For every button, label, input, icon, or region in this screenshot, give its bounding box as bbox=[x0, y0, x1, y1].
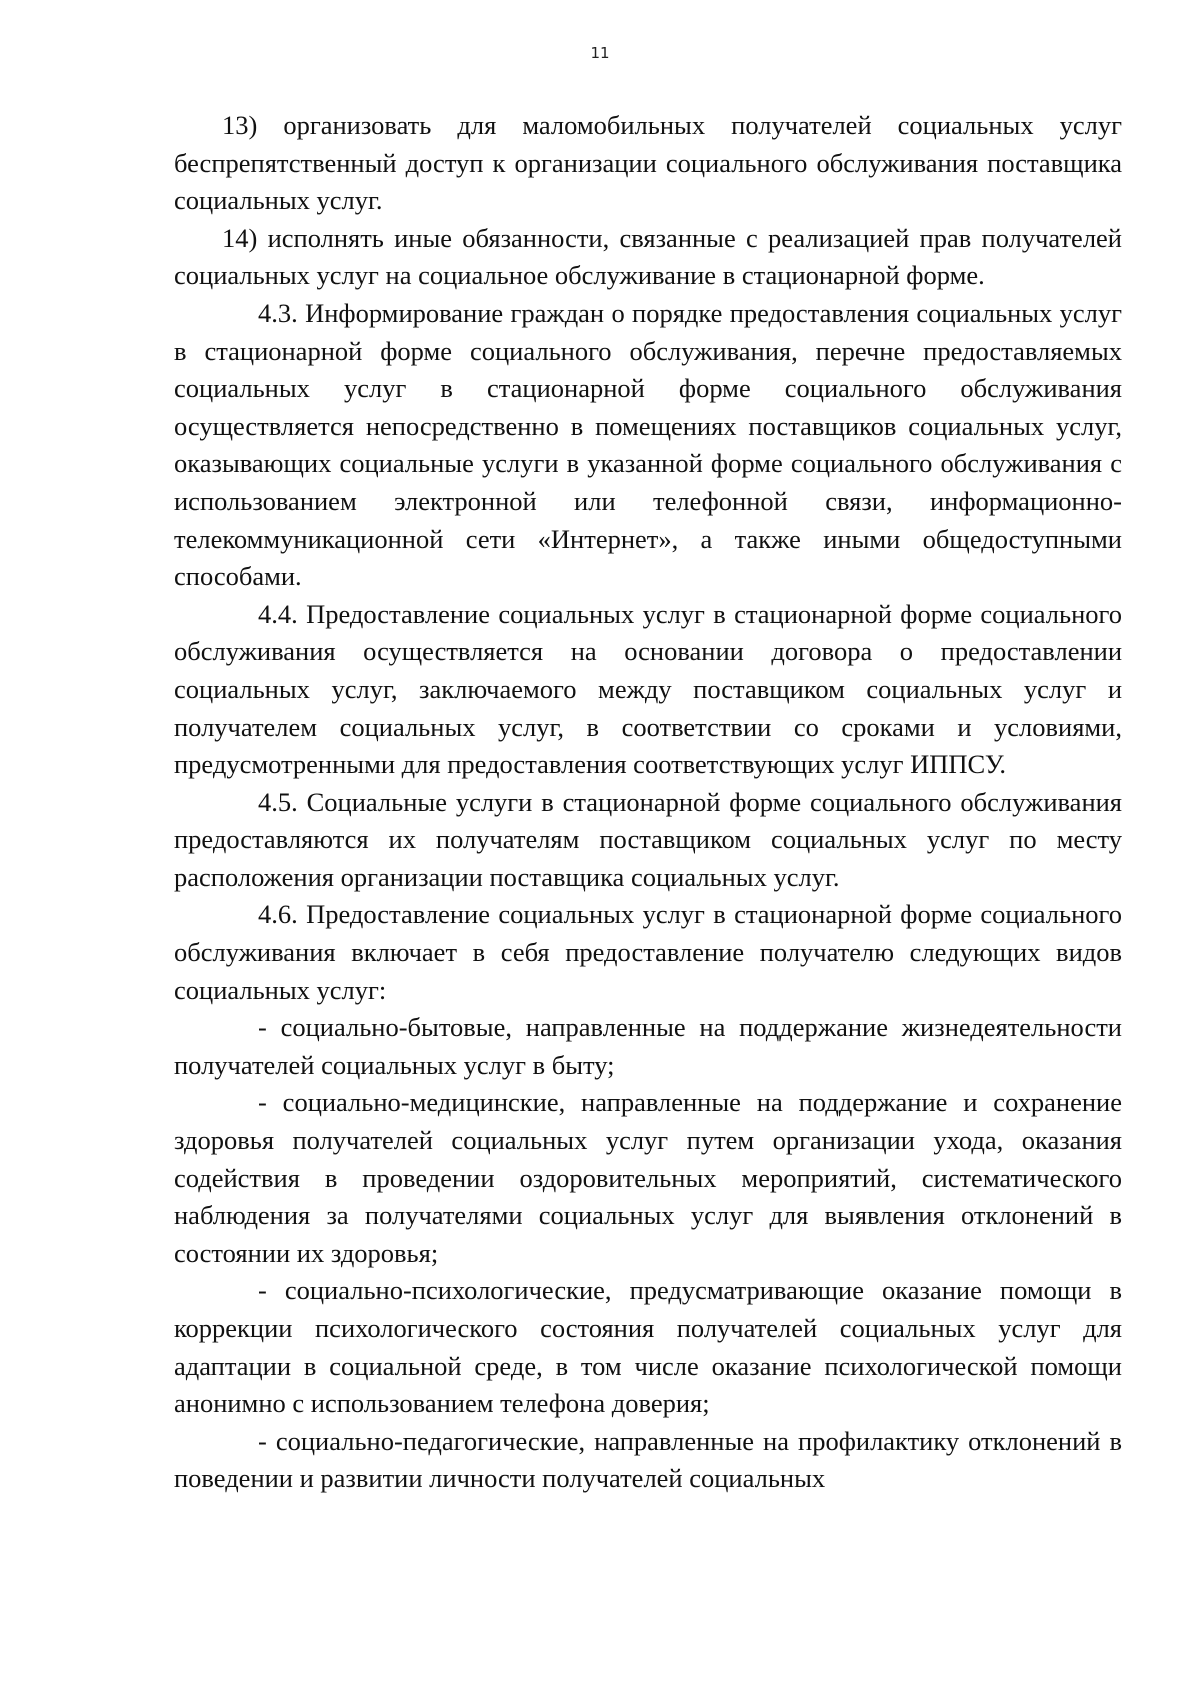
list-item-social-pedagogical: - социально-педагогические, направленные на профилактику отклонений в поведении и развитии личности получателей социальных bbox=[174, 1425, 1122, 1494]
paragraph-4-6: 4.6. Предоставление социальных услуг в стационарной форме социального обслуживания включает в себя предоставление получателю следующих видов социальных услуг: bbox=[174, 899, 1122, 1005]
document-body bbox=[174, 107, 1122, 1498]
paragraph-4-3: 4.3. Информирование граждан о порядке предоставления социальных услуг в стационарной форме социального обслуживания, перечне предоставляемых социальных услуг в стационарной форме социального обслуживания осуществляется непосредственно в помещениях поставщиков социальных услуг, оказывающих социальные услуги в указанной форме социального обслуживания с использованием электронной или телефонной связи, информационно-телекоммуникационной сети «Интернет», а также иными общедоступными способами. bbox=[174, 297, 1122, 592]
list-item-social-medical: - социально-медицинские, направленные на поддержание и сохранение здоровья получателей социальных услуг путем организации ухода, оказания содействия в проведении оздоровительных мероприятий, систематического наблюдения за получателями социальных услуг для выявления отклонений в состоянии их здоровья; bbox=[174, 1087, 1122, 1268]
paragraph-4-5: 4.5. Социальные услуги в стационарной форме социального обслуживания предоставляются их получателям поставщиком социальных услуг по месту расположения организации поставщика социальных услуг. bbox=[174, 786, 1122, 892]
list-item-social-psychological: - социально-психологические, предусматривающие оказание помощи в коррекции психологического состояния получателей социальных услуг для адаптации в социальной среде, в том числе оказание психологической помощи анонимно с использованием телефона доверия; bbox=[174, 1275, 1122, 1419]
paragraph-4-4: 4.4. Предоставление социальных услуг в стационарной форме социального обслуживания осуществляется на основании договора о предоставлении социальных услуг, заключаемого между поставщиком социальных услуг и получателем социальных услуг, в соответствии со сроками и условиями, предусмотренными для предоставления соответствующих услуг ИППСУ. bbox=[174, 598, 1122, 780]
paragraph-item-13: 13) организовать для маломобильных получателей социальных услуг беспрепятственный доступ к организации социального обслуживания поставщика социальных услуг. bbox=[174, 110, 1122, 216]
paragraph-item-14: 14) исполнять иные обязанности, связанные с реализацией прав получателей социальных услуг на социальное обслуживание в стационарной форме. bbox=[174, 222, 1122, 291]
page-number: 11 bbox=[590, 44, 610, 62]
list-item-social-household: - социально-бытовые, направленные на поддержание жизнедеятельности получателей социальных услуг в быту; bbox=[174, 1012, 1122, 1080]
